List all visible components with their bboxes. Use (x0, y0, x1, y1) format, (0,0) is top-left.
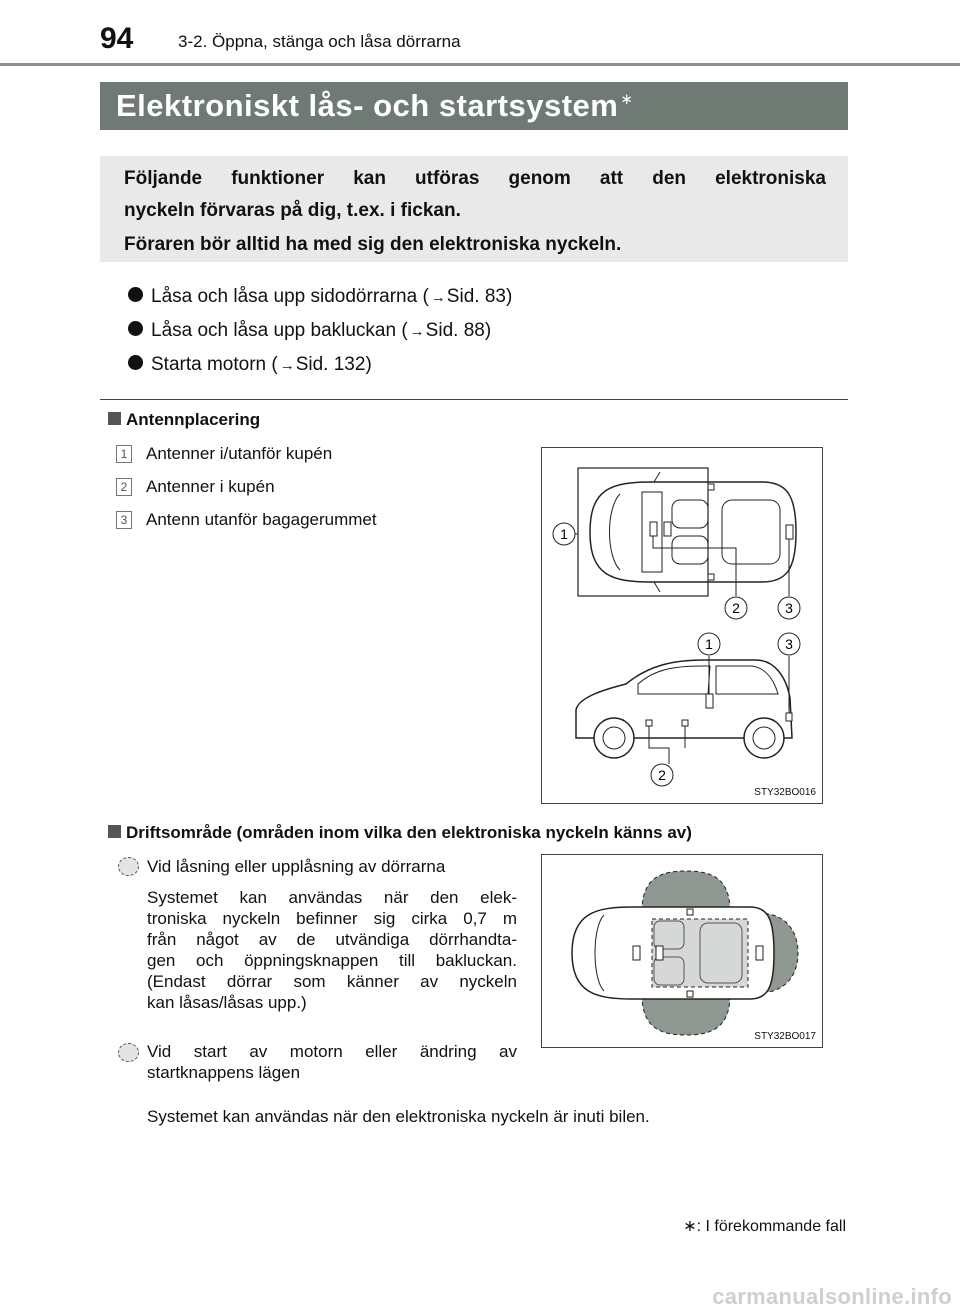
car-top-view (590, 482, 796, 582)
bullet-item (128, 286, 512, 308)
header-divider (0, 63, 960, 66)
zone1-line: (Endast dörrar som känner av nyckeln (147, 972, 517, 991)
number-badge: 2 (116, 478, 132, 496)
page-reference-link[interactable]: Sid. 132) (295, 354, 372, 375)
list-item-text: Antenner i/utanför kupén (146, 444, 333, 463)
page-reference-link[interactable]: Sid. 83) (446, 286, 513, 307)
zone1-title: Vid låsning eller upplåsning av dörrarna (147, 857, 446, 876)
callout-3: 3 (785, 600, 793, 616)
detection-zone-icon (118, 857, 139, 876)
zone1-line: Systemet kan användas när den elek- (147, 888, 517, 907)
bullet-dot (128, 287, 143, 302)
callout-1: 1 (705, 636, 713, 652)
section-title-text: Elektroniskt lås- och startsystem (116, 88, 619, 123)
zone-front-door-right (642, 995, 730, 1035)
callout-3: 3 (785, 636, 793, 652)
zone1-line: från något av de utvändiga dörrhandta- (147, 930, 517, 949)
arrow-icon: → (430, 289, 446, 306)
figure-code: STY32BO017 (754, 1031, 816, 1042)
footnote: ∗: I förekommande fall (683, 1218, 846, 1235)
antenna-marker (786, 525, 793, 539)
zone1-line: gen och öppningsknappen till bakluckan. (147, 951, 517, 970)
chapter-title: 3-2. Öppna, stänga och låsa dörrarna (178, 32, 461, 51)
bullet-text: Låsa och låsa upp bakluckan ( (151, 320, 408, 341)
list-item (116, 444, 332, 464)
bullet-dot (128, 321, 143, 336)
square-bullet-icon (108, 825, 121, 838)
zone2-title-line: startknappens lägen (147, 1063, 301, 1082)
number-badge: 3 (116, 511, 132, 529)
bullet-text: Starta motorn ( (151, 354, 278, 375)
antenna-marker (646, 720, 652, 726)
list-item-text: Antenner i kupén (146, 477, 275, 496)
number-badge: 1 (116, 445, 132, 463)
figure-code: STY32BO016 (754, 787, 816, 798)
section-divider (100, 399, 848, 400)
list-item (116, 510, 377, 530)
section-title (116, 88, 633, 124)
bullet-item (128, 354, 372, 376)
zone1-line: kan låsas/låsas upp.) (147, 993, 307, 1012)
antenna-marker (682, 720, 688, 726)
bullet-dot (128, 355, 143, 370)
rear-wheel (744, 718, 784, 758)
intro-box (100, 156, 848, 262)
list-item (116, 477, 275, 497)
zone2-title (147, 1041, 517, 1083)
antenna-location-figure (541, 447, 823, 804)
car-antenna-diagram (542, 448, 822, 803)
zone1-line: troniska nyckeln befinner sig cirka 0,7 m (147, 909, 517, 928)
antenna-marker (650, 522, 657, 536)
subsection-heading-antenna (108, 410, 260, 430)
subsection-heading-range (108, 823, 692, 843)
arrow-icon: → (409, 323, 425, 340)
antenna-marker (708, 574, 714, 580)
list-item-text: Antenn utanför bagagerummet (146, 510, 377, 529)
page-reference-link[interactable]: Sid. 88) (425, 320, 492, 341)
bullet-text: Låsa och låsa upp sidodörrarna ( (151, 286, 429, 307)
antenna-zone-box (578, 468, 708, 596)
front-wheel (594, 718, 634, 758)
zone2-description: Systemet kan användas när den elektroniska nyckeln är inuti bilen. (147, 1107, 650, 1126)
page-number: 94 (100, 22, 134, 55)
arrow-icon: → (279, 357, 295, 374)
callout-2: 2 (732, 600, 740, 616)
antenna-marker (786, 713, 792, 721)
callout-2: 2 (658, 767, 666, 783)
callout-1: 1 (560, 526, 568, 542)
intro-line-2: nyckeln förvaras på dig, t.ex. i fickan. (124, 200, 461, 221)
bullet-item (128, 320, 491, 342)
zone1-description (147, 887, 517, 1013)
antenna-marker (708, 484, 714, 490)
antenna-marker (664, 522, 671, 536)
intro-line-3: Föraren bör alltid ha med sig den elektroniska nyckeln. (124, 234, 622, 255)
zone-front-door-left (642, 871, 730, 911)
zone2-title-line: Vid start av motorn eller ändring av (147, 1042, 517, 1061)
subsection-heading-text: Antennplacering (126, 410, 261, 429)
intro-line-1: Följande funktioner kan utföras genom att den elektroniska (124, 168, 826, 189)
section-title-bar (100, 82, 848, 130)
detection-range-figure (541, 854, 823, 1048)
subsection-heading-text: Driftsområde (områden inom vilka den elektroniska nyckeln känns av) (126, 823, 692, 842)
detection-range-diagram (542, 855, 822, 1047)
title-asterisk: ∗ (620, 91, 634, 108)
square-bullet-icon (108, 412, 121, 425)
detection-zone-icon (118, 1043, 139, 1062)
antenna-marker (706, 694, 713, 708)
watermark: carmanualsonline.info (712, 1284, 952, 1309)
